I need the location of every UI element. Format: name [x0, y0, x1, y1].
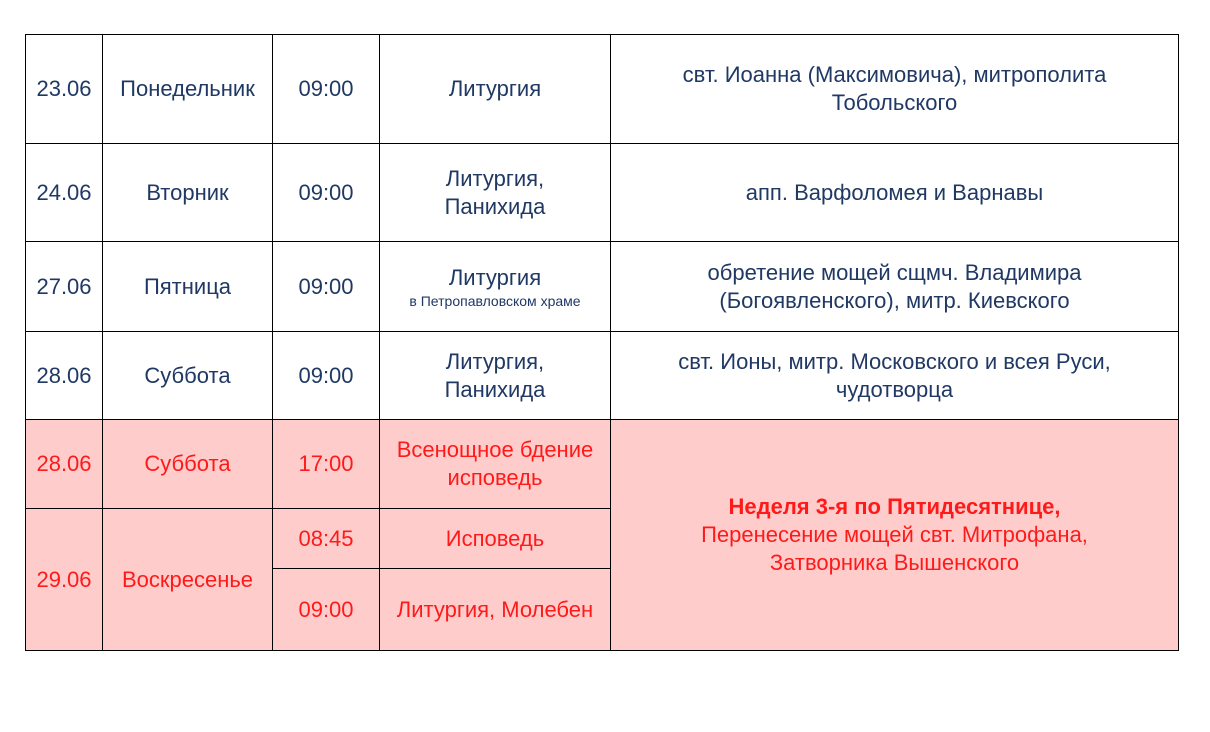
service-location-note: в Петропавловском храме [409, 292, 581, 309]
service-cell: Исповедь [380, 509, 611, 569]
schedule-row [26, 144, 1179, 242]
service-cell [380, 242, 611, 332]
date-cell: 24.06 [26, 144, 103, 242]
time-cell: 09:00 [273, 242, 380, 332]
schedule-row [26, 332, 1179, 420]
service-cell: Литургия, Молебен [380, 569, 611, 651]
date-cell: 23.06 [26, 35, 103, 144]
commemoration-cell: свт. Иоанна (Максимовича), митрополита Тобольского [611, 35, 1179, 144]
time-cell: 09:00 [273, 569, 380, 651]
schedule-row-festive [26, 420, 1179, 509]
time-cell: 08:45 [273, 509, 380, 569]
weekday-cell: Пятница [103, 242, 273, 332]
commemoration-cell: свт. Ионы, митр. Московского и всея Руси, чудотворца [611, 332, 1179, 420]
weekday-cell: Суббота [103, 420, 273, 509]
service-name: Литургия [448, 264, 542, 290]
schedule-table [25, 34, 1179, 651]
time-cell: 09:00 [273, 144, 380, 242]
service-cell: Литургия, Панихида [380, 144, 611, 242]
date-cell: 28.06 [26, 332, 103, 420]
commemoration-cell: апп. Варфоломея и Варнавы [611, 144, 1179, 242]
schedule-row [26, 242, 1179, 332]
commemoration-cell: обретение мощей сщмч. Владимира (Богоявленского), митр. Киевского [611, 242, 1179, 332]
festive-commemoration-cell [611, 420, 1179, 651]
service-cell: Всенощное бдение исповедь [380, 420, 611, 509]
date-cell: 29.06 [26, 509, 103, 651]
service-cell: Литургия [380, 35, 611, 144]
weekday-cell: Воскресенье [103, 509, 273, 651]
service-cell: Литургия, Панихида [380, 332, 611, 420]
date-cell: 28.06 [26, 420, 103, 509]
time-cell: 09:00 [273, 35, 380, 144]
festive-commemoration-text: Перенесение мощей свт. Митрофана, Затворника Вышенского [701, 522, 1088, 575]
weekday-cell: Вторник [103, 144, 273, 242]
weekday-cell: Суббота [103, 332, 273, 420]
weekday-cell: Понедельник [103, 35, 273, 144]
date-cell: 27.06 [26, 242, 103, 332]
festive-commemoration-title: Неделя 3-я по Пятидесятнице, [728, 494, 1061, 519]
schedule-row [26, 35, 1179, 144]
time-cell: 17:00 [273, 420, 380, 509]
time-cell: 09:00 [273, 332, 380, 420]
